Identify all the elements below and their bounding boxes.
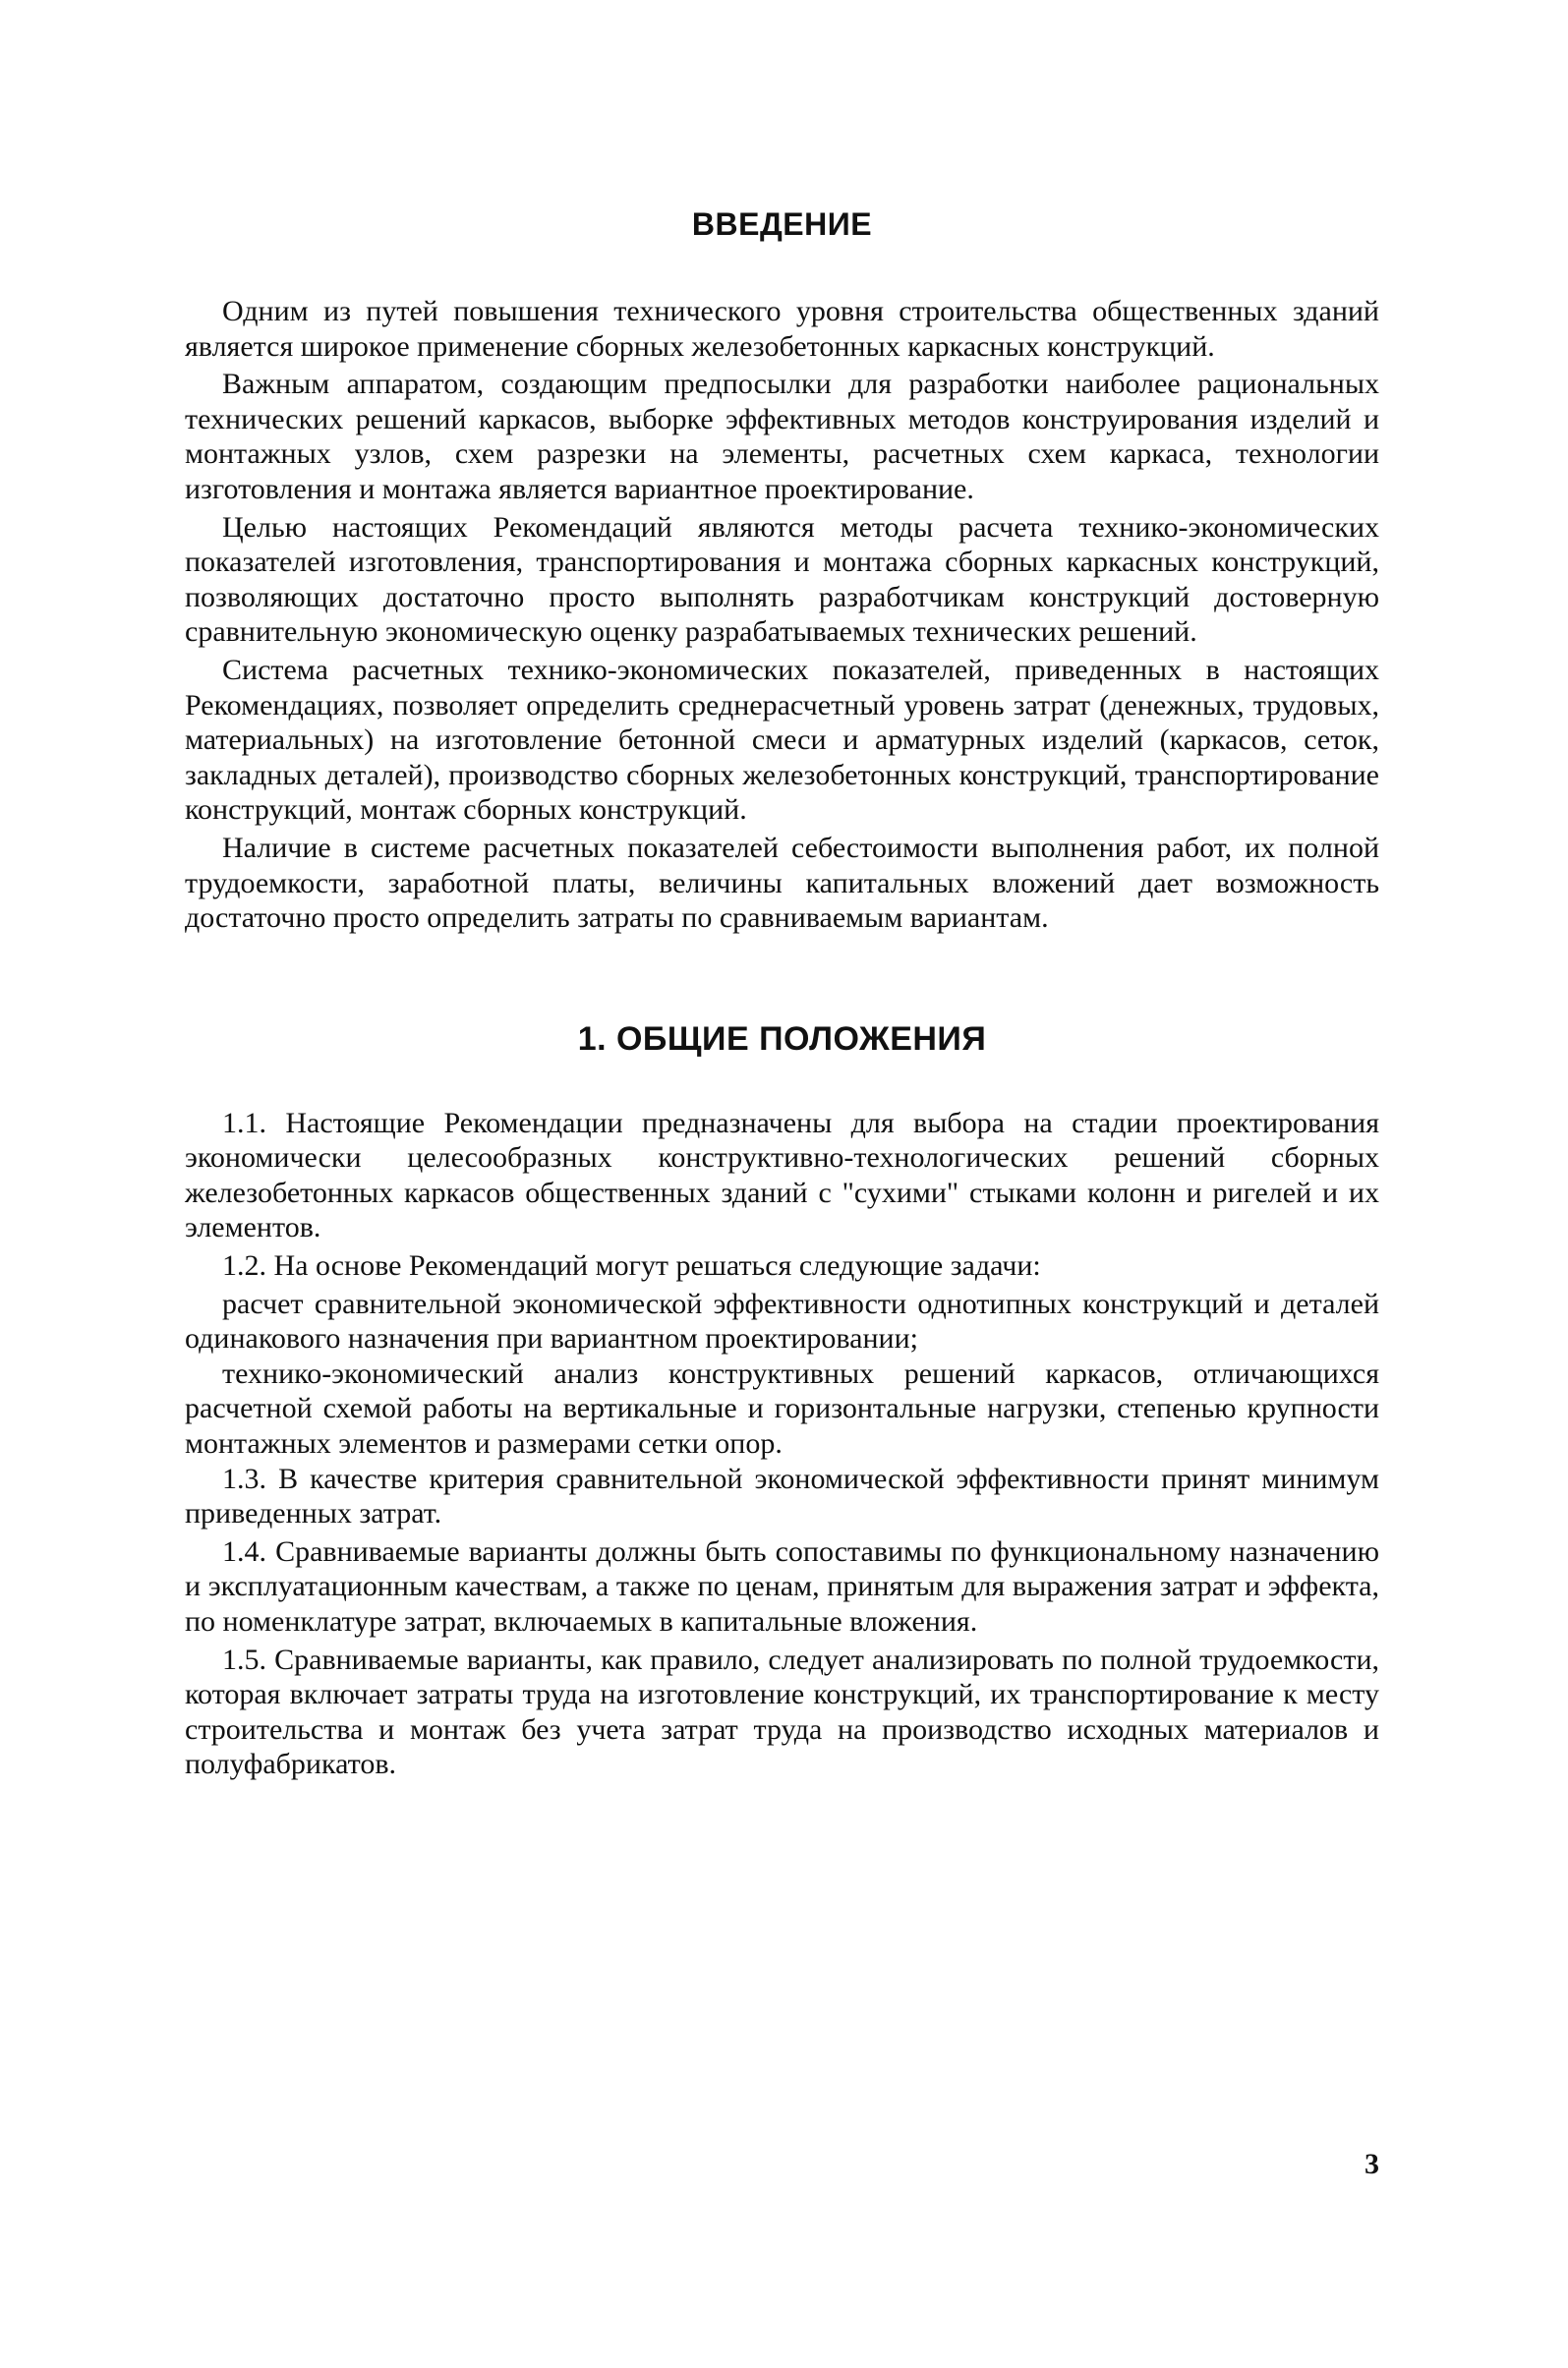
- clause-number: 1.5.: [222, 1643, 266, 1676]
- page-number: 3: [1365, 2148, 1379, 2180]
- intro-paragraph: Целью настоящих Рекомендаций являются методы расчета технико-экономических показателей изготовления, транспортирования и монтажа сборных каркасных конструкций, позволяющих достаточно просто выполнять разработчикам конструкций достоверную сравнительную экономическую оценку разрабатываемых технических решений.: [185, 510, 1379, 649]
- clause-1-2-subitem: технико-экономический анализ конструктивных решений каркасов, отличающихся расчетной схемой работы на вертикальные и горизонтальные нагрузки, степенью крупности монтажных элементов и размерами сетки опор.: [185, 1357, 1379, 1461]
- intro-paragraph: Одним из путей повышения технического уровня строительства общественных зданий является широкое применение сборных железобетонных каркасных конструкций.: [185, 295, 1379, 363]
- clause-1-3: [185, 1462, 1379, 1531]
- intro-paragraph: Система расчетных технико-экономических показателей, приведенных в настоящих Рекомендациях, позволяет определить среднерасчетный уровень затрат (денежных, трудовых, материальных) на изготовление бетонной смеси и арматурных изделий (каркасов, сеток, закладных деталей), производство сборных железобетонных конструкций, транспортирование конструкций, монтаж сборных конструкций.: [185, 653, 1379, 827]
- clause-1-2: [185, 1248, 1379, 1284]
- clause-text: Сравниваемые варианты должны быть сопоставимы по функциональному назначению и эксплуатационным качествам, а также по ценам, принятым для выражения затрат и эффекта, по номенклатуре затрат, включаемых в капитальные вложения.: [185, 1534, 1379, 1638]
- clause-number: 1.1.: [222, 1106, 266, 1139]
- clause-1-2-subitem: расчет сравнительной экономической эффективности однотипных конструкций и деталей одинакового назначения при вариантном проектировании;: [185, 1287, 1379, 1356]
- clause-1-5: [185, 1643, 1379, 1782]
- clause-text: Настоящие Рекомендации предназначены для выбора на стадии проектирования экономически целесообразных конструктивно-технологических решений сборных железобетонных каркасов общественных зданий с "сухими" стыками колонн и ригелей и их элементов.: [185, 1106, 1379, 1244]
- intro-paragraph: Наличие в системе расчетных показателей себестоимости выполнения работ, их полной трудоемкости, заработной платы, величины капитальных вложений дает возможность достаточно просто определить затраты по сравниваемым вариантам.: [185, 831, 1379, 935]
- clause-text: В качестве критерия сравнительной экономической эффективности принят минимум приведенных затрат.: [185, 1462, 1379, 1531]
- clause-text: На основе Рекомендаций могут решаться следующие задачи:: [273, 1249, 1041, 1283]
- document-page: [185, 197, 1379, 1785]
- clause-number: 1.2.: [222, 1249, 266, 1283]
- clause-1-4: [185, 1534, 1379, 1640]
- clause-number: 1.3.: [222, 1462, 266, 1495]
- intro-paragraph: Важным аппаратом, создающим предпосылки для разработки наиболее рациональных технических решений каркасов, выборке эффективных методов конструирования изделий и монтажных узлов, схем разрезки на элементы, расчетных схем каркаса, технологии изготовления и монтажа является вариантное проектирование.: [185, 368, 1379, 505]
- general-provisions-heading: 1. ОБЩИЕ ПОЛОЖЕНИЯ: [577, 1019, 987, 1058]
- intro-heading: ВВЕДЕНИЕ: [691, 206, 873, 242]
- clause-text: Сравниваемые варианты, как правило, следует анализировать по полной трудоемкости, которая включает затраты труда на изготовление конструкций, их транспортирование к месту строительства и монтаж без учета затрат труда на производство исходных материалов и полуфабрикатов.: [185, 1643, 1380, 1781]
- clause-number: 1.4.: [222, 1534, 266, 1568]
- clause-1-1: [185, 1106, 1379, 1245]
